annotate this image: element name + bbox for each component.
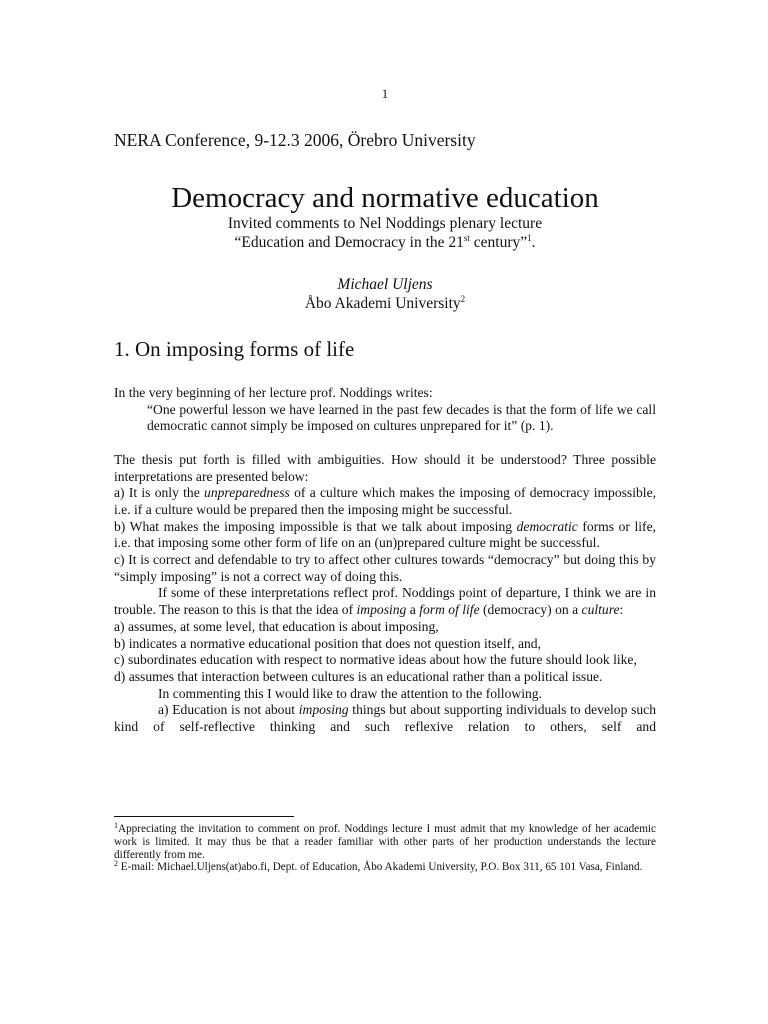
page-number: 1 xyxy=(381,86,389,101)
author-name: Michael Uljens xyxy=(337,276,433,293)
list-item: b) indicates a normative educational position that does not question itself, and, xyxy=(114,635,541,651)
paragraph: In the very beginning of her lecture prof. Noddings writes: xyxy=(114,385,433,400)
list-item: c) subordinates education with respect to normative ideas about how the future should look like, xyxy=(114,652,637,668)
document-title: Democracy and normative education xyxy=(171,182,599,214)
footnote-2: $^2$ E-mail: Michael.Uljens(at)abo.fi, Dept. of Education, Åbo Akademi University, P.O. Box 311, 65 101 Vasa, Finland. xyxy=(114,859,643,874)
list-item: a) assumes, at some level, that education is about imposing, xyxy=(114,618,439,634)
list-item: c) It is correct and defendable to try to affect other cultures towards “democracy” but doing this by “simply imposing” is not a correct way of doing this. xyxy=(114,552,656,584)
footnotes xyxy=(114,823,656,874)
block-quote: “One powerful lesson we have learned in the past few decades is that the form of life we call democratic cannot simply be imposed on cultures unprepared for it” (p. 1). xyxy=(147,401,656,434)
paragraph: If some of these interpretations reflect prof. Noddings point of departure, I think we are in trouble. The reason to this is that the idea of imposing a form of life (democracy) on a culture: xyxy=(114,585,656,618)
conference-line: NERA Conference, 9-12.3 2006, Örebro University xyxy=(114,130,476,150)
paragraph: The thesis put forth is filled with ambiguities. How should it be understood? Three possible interpretations are presented below: xyxy=(114,451,656,484)
subtitle-line-2: “Education and Democracy in the 21st century”$^1$. xyxy=(234,233,536,251)
list-item: d) assumes that interaction between cultures is an educational rather than a political issue. xyxy=(114,668,603,684)
list-item: a) It is only the unpreparedness of a culture which makes the imposing of democracy impossible, i.e. if a culture would be prepared then the imposing might be successful. xyxy=(114,485,656,517)
footnote-separator xyxy=(114,816,294,817)
section-heading: 1. On imposing forms of life xyxy=(114,337,355,361)
paragraph: In commenting this I would like to draw the attention to the following. xyxy=(158,685,542,701)
author-block xyxy=(114,275,656,313)
author-affiliation: Åbo Akademi University$^2$ xyxy=(304,294,466,312)
footnote-ref-2: 2 xyxy=(460,294,466,304)
list-item: b) What makes the imposing impossible is that we talk about imposing democratic forms or life, i.e. that imposing some other form of life on an (un)prepared culture might be successful. xyxy=(114,518,657,551)
body-text xyxy=(114,385,656,736)
paragraph: a) Education is not about imposing things but about supporting individuals to develop such kind of self-reflective thinking and such reflexive relation to others, self and xyxy=(114,702,656,735)
document-subtitle xyxy=(114,214,656,252)
footnote-ref-1: 1 xyxy=(527,233,532,243)
footnote-1: $^1$Appreciating the invitation to comment on prof. Noddings lecture I must admit that my knowledge of her academic work is limited. It may thus be that a reader familiar with other parts of her production understands the lecture differently from me. xyxy=(114,821,656,861)
subtitle-line-1: Invited comments to Nel Noddings plenary lecture xyxy=(227,215,543,232)
